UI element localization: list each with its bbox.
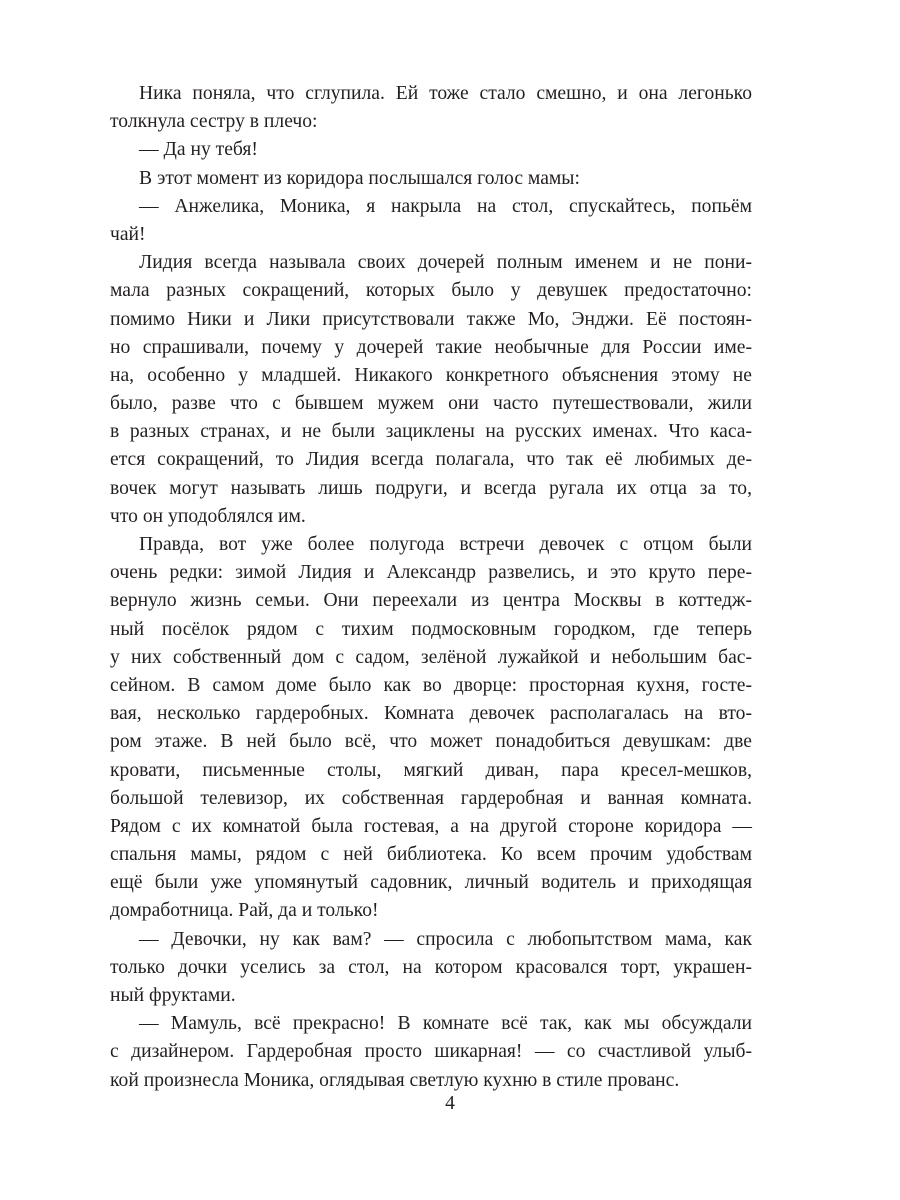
text-line: вочек могут называть лишь подруги, и всегда ругала их отца за то, <box>110 477 752 499</box>
text-line: кой произнесла Моника, оглядывая светлую кухню в стиле прованс. <box>110 1069 680 1091</box>
text-line: чай! <box>110 223 146 245</box>
text-line: ром этаже. В ней было всё, что может понадобиться девушкам: две <box>110 731 752 753</box>
text-line: с дизайнером. Гардеробная просто шикарная! — со счастливой улыб- <box>110 1041 752 1063</box>
text-line: — Девочки, ну как вам? — спросила с любопытством мама, как <box>139 928 752 950</box>
text-line: вая, несколько гардеробных. Комната девочек располагалась на вто- <box>110 703 752 725</box>
text-line: мала разных сокращений, которых было у девушек предостаточно: <box>110 280 752 302</box>
text-line: что он уподоблялся им. <box>110 505 306 527</box>
text-line: но спрашивали, почему у дочерей такие необычные для России име- <box>110 336 752 358</box>
text-line: очень редки: зимой Лидия и Александр развелись, и это круто пере- <box>110 562 752 584</box>
text-line: ный посёлок рядом с тихим подмосковным городком, где теперь <box>110 618 752 640</box>
text-line: Лидия всегда называла своих дочерей полным именем и не пони- <box>139 252 752 274</box>
text-line: сейном. В самом доме было как во дворце: просторная кухня, госте- <box>110 674 752 696</box>
text-line: Правда, вот уже более полугода встречи девочек с отцом были <box>139 534 752 555</box>
page-body-text <box>110 80 752 1095</box>
text-line: — Мамуль, всё прекрасно! В комнате всё так, как мы обсуждали <box>139 1013 752 1035</box>
text-line: вернуло жизнь семьи. Они переехали из центра Москвы в коттедж- <box>110 590 752 612</box>
text-line: ется сокращений, то Лидия всегда полагала, что так её любимых де- <box>110 449 752 471</box>
text-line: только дочки уселись за стол, на котором красовался торт, украшен- <box>110 956 752 978</box>
text-line: Ника поняла, что сглупила. Ей тоже стало смешно, и она легонько <box>139 83 752 104</box>
text-line: Рядом с их комнатой была гостевая, а на другой стороне коридора — <box>110 815 752 837</box>
text-line: большой телевизор, их собственная гардеробная и ванная комната. <box>110 787 752 809</box>
text-line: В этот момент из коридора послышался голос мамы: <box>139 167 580 189</box>
page-number: 4 <box>445 1093 455 1114</box>
text-line: в разных странах, и не были зациклены на русских именах. Что каса- <box>110 421 752 443</box>
text-line: — Анжелика, Моника, я накрыла на стол, спускайтесь, попьём <box>139 195 752 217</box>
text-line: — Да ну тебя! <box>139 139 258 161</box>
text-line: кровати, письменные столы, мягкий диван, пара кресел-мешков, <box>110 759 752 781</box>
text-line: толкнула сестру в плечо: <box>110 111 318 133</box>
text-line: спальня мамы, рядом с ней библиотека. Ко всем прочим удобствам <box>110 844 752 866</box>
text-line: домработница. Рай, да и только! <box>110 900 379 922</box>
text-line: ный фруктами. <box>110 985 236 1006</box>
text-line: на, особенно у младшей. Никакого конкретного объяснения этому не <box>110 364 752 386</box>
text-line: ещё были уже упомянутый садовник, личный водитель и приходящая <box>110 872 752 894</box>
text-line: было, разве что с бывшем мужем они часто путешествовали, жили <box>110 393 752 415</box>
text-line: помимо Ники и Лики присутствовали также Мо, Энджи. Её постоян- <box>110 308 752 330</box>
text-line: у них собственный дом с садом, зелёной лужайкой и небольшим бас- <box>110 646 752 668</box>
